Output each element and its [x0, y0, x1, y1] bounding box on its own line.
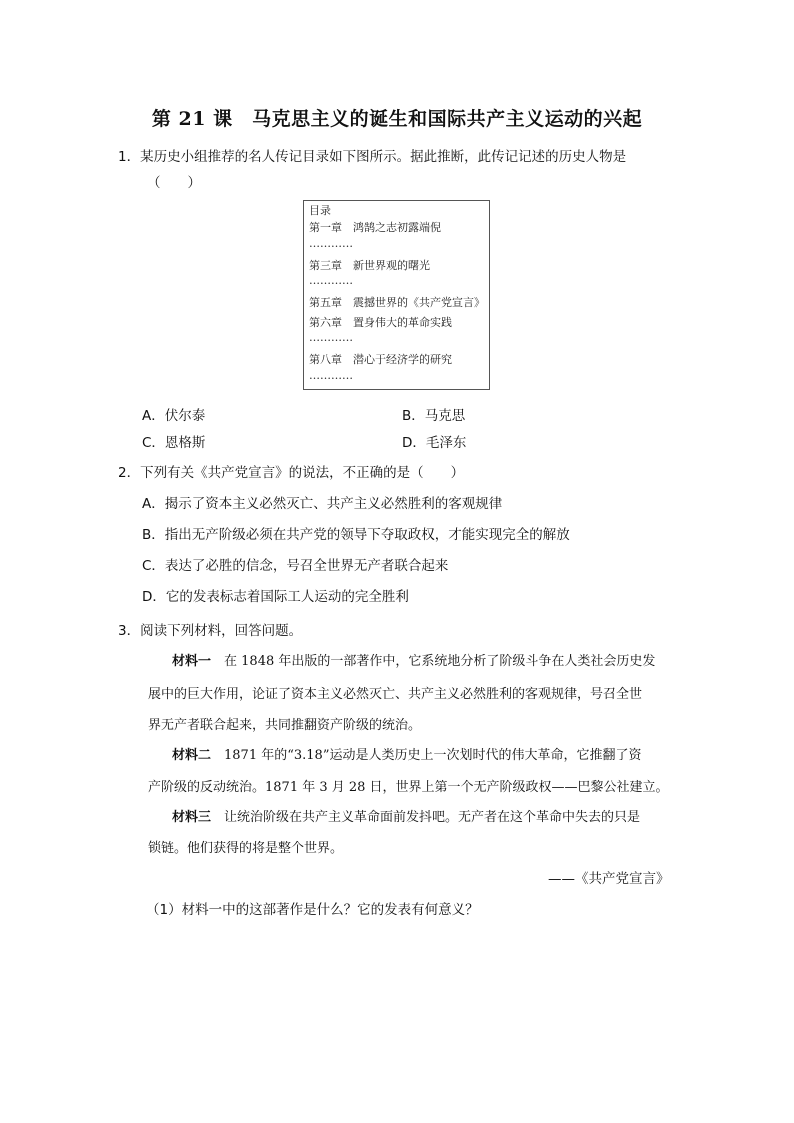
q1-blank: （ ）: [147, 175, 201, 191]
material-1-label: 材料一: [172, 654, 212, 669]
material-source: ——《共产党宣言》: [548, 871, 670, 887]
toc-line: 第八章 潜心于经济学的研究: [309, 353, 452, 366]
q2-stem: 2．下列有关《共产党宣言》的说法，不正确的是（ ）: [118, 465, 465, 481]
material-3-line: 锁链。他们获得的将是整个世界。: [148, 841, 344, 856]
page-title: 第 21 课 马克思主义的诞生和国际共产主义运动的兴起: [151, 108, 643, 130]
q2-option-d[interactable]: D．它的发表标志着国际工人运动的完全胜利: [142, 589, 409, 605]
toc-heading: 目录: [309, 204, 331, 217]
material-1-line: 展中的巨大作用，论证了资本主义必然灭亡、共产主义必然胜利的客观规律，号召全世: [148, 687, 643, 702]
q1-stem: 1．某历史小组推荐的名人传记目录如下图所示。据此推断，此传记记述的历史人物是: [118, 149, 627, 165]
toc-dots: …………: [309, 331, 353, 344]
q1-option-d[interactable]: D．毛泽东: [402, 435, 467, 451]
toc-dots: …………: [309, 368, 353, 382]
material-1-line: 材料一 在 1848 年出版的一部著作中，它系统地分析了阶级斗争在人类社会历史发: [172, 654, 656, 669]
material-1-line: 界无产者联合起来，共同推翻资产阶级的统治。: [148, 718, 422, 733]
toc-dots: …………: [309, 236, 353, 250]
toc-line: 第一章 鸿鹄之志初露端倪: [309, 221, 441, 234]
material-3-line: 材料三 让统治阶级在共产主义革命面前发抖吧。无产者在这个革命中失去的只是: [172, 810, 641, 825]
q2-option-a[interactable]: A．揭示了资本主义必然灭亡、共产主义必然胜利的客观规律: [142, 496, 503, 512]
q2-option-b[interactable]: B．指出无产阶级必须在共产党的领导下夺取政权，才能实现完全的解放: [142, 527, 570, 543]
q3-subquestion-1: （1）材料一中的这部著作是什么？它的发表有何意义？: [146, 902, 479, 918]
q2-option-c[interactable]: C．表达了必胜的信念，号召全世界无产者联合起来: [142, 558, 449, 574]
toc-line: 第六章 置身伟大的革命实践: [309, 315, 452, 329]
material-2-line: 材料二 1871 年的“3.18”运动是人类历史上一次划时代的伟大革命，它推翻了资: [172, 748, 642, 763]
q1-option-a[interactable]: A．伏尔泰: [142, 408, 206, 424]
toc-image: [303, 200, 490, 390]
q3-stem: 3．阅读下列材料，回答问题。: [118, 623, 303, 639]
toc-line: 第三章 新世界观的曙光: [309, 258, 430, 272]
material-2-label: 材料二: [172, 748, 212, 763]
q1-option-b[interactable]: B．马克思: [402, 408, 466, 424]
toc-line: 第五章 震撼世界的《共产党宣言》: [309, 296, 485, 309]
material-2-line: 产阶级的反动统治。1871 年 3 月 28 日，世界上第一个无产阶级政权——巴黎公社建立。: [148, 780, 669, 795]
toc-dots: …………: [309, 274, 353, 287]
material-3-label: 材料三: [172, 810, 212, 825]
q1-option-c[interactable]: C．恩格斯: [142, 435, 206, 451]
